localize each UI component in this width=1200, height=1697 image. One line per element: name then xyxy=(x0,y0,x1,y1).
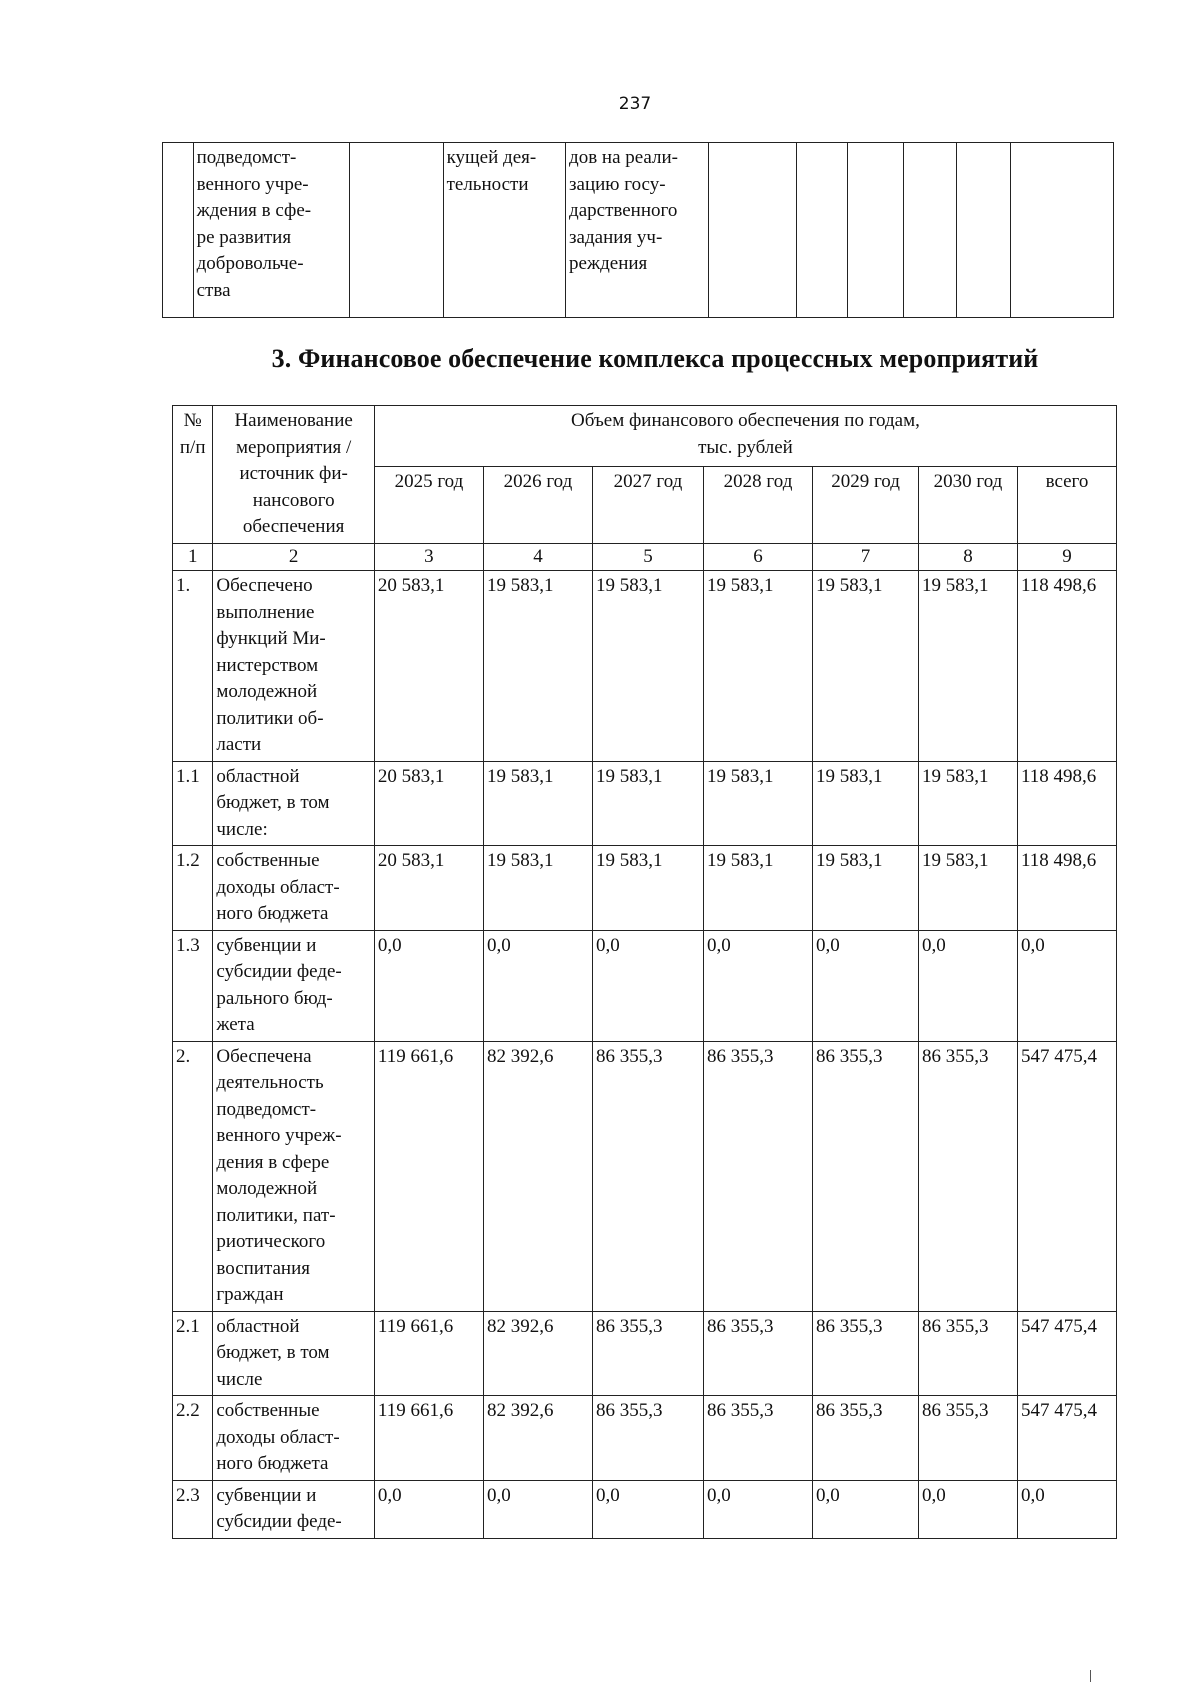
row-number: 2.2 xyxy=(173,1396,213,1481)
row-name: областной бюджет, в том числе: xyxy=(213,761,375,846)
row-number: 2.3 xyxy=(173,1480,213,1538)
row-name: собственные доходы област- ного бюджета xyxy=(213,1396,375,1481)
row-value: 82 392,6 xyxy=(483,1311,592,1396)
row-value: 19 583,1 xyxy=(483,846,592,931)
header-year: 2028 год xyxy=(704,466,813,543)
row-value: 19 583,1 xyxy=(704,846,813,931)
continued-cell xyxy=(903,143,956,318)
row-value: 19 583,1 xyxy=(813,571,919,762)
table-row xyxy=(173,1311,1117,1396)
row-value: 0,0 xyxy=(374,1480,483,1538)
continued-cell xyxy=(708,143,796,318)
header-year: всего xyxy=(1017,466,1116,543)
row-value: 119 661,6 xyxy=(374,1041,483,1311)
row-name: субвенции и субсидии феде- рального бюд- жета xyxy=(213,930,375,1041)
row-value: 86 355,3 xyxy=(592,1041,703,1311)
row-name: собственные доходы област- ного бюджета xyxy=(213,846,375,931)
row-value: 547 475,4 xyxy=(1017,1311,1116,1396)
row-value: 86 355,3 xyxy=(919,1311,1018,1396)
page-number: 237 xyxy=(618,94,652,114)
column-number: 7 xyxy=(813,543,919,571)
continued-cell xyxy=(847,143,903,318)
continued-cell: подведомст- венного учре- ждения в сфе- ре развития добровольче- ства xyxy=(193,143,349,318)
header-num: № п/п xyxy=(173,406,213,544)
row-value: 119 661,6 xyxy=(374,1396,483,1481)
row-name: Обеспечена деятельность подведомст- венного учреж- дения в сфере молодежной политики, пат- риотического воспитания граждан xyxy=(213,1041,375,1311)
row-value: 0,0 xyxy=(483,930,592,1041)
row-value: 82 392,6 xyxy=(483,1041,592,1311)
row-value: 86 355,3 xyxy=(919,1041,1018,1311)
row-value: 86 355,3 xyxy=(813,1311,919,1396)
continued-cell xyxy=(956,143,1010,318)
continued-cell xyxy=(163,143,194,318)
row-value: 19 583,1 xyxy=(483,761,592,846)
table-row xyxy=(173,846,1117,931)
header-name: Наименование мероприятия / источник фи- нансового обеспечения xyxy=(213,406,375,544)
row-number: 1.3 xyxy=(173,930,213,1041)
column-number: 4 xyxy=(483,543,592,571)
row-value: 19 583,1 xyxy=(813,761,919,846)
continued-table-row xyxy=(163,143,1114,318)
row-value: 20 583,1 xyxy=(374,761,483,846)
row-value: 86 355,3 xyxy=(592,1396,703,1481)
row-value: 19 583,1 xyxy=(592,761,703,846)
row-value: 0,0 xyxy=(1017,930,1116,1041)
continued-cell xyxy=(796,143,847,318)
row-value: 0,0 xyxy=(592,1480,703,1538)
row-value: 118 498,6 xyxy=(1017,571,1116,762)
row-value: 0,0 xyxy=(813,930,919,1041)
row-value: 547 475,4 xyxy=(1017,1041,1116,1311)
row-value: 118 498,6 xyxy=(1017,761,1116,846)
row-number: 2. xyxy=(173,1041,213,1311)
row-value: 0,0 xyxy=(1017,1480,1116,1538)
table-row xyxy=(173,930,1117,1041)
header-year: 2029 год xyxy=(813,466,919,543)
row-number: 2.1 xyxy=(173,1311,213,1396)
continued-cell xyxy=(349,143,443,318)
row-value: 0,0 xyxy=(592,930,703,1041)
row-value: 19 583,1 xyxy=(919,761,1018,846)
table-row xyxy=(173,1396,1117,1481)
table-row xyxy=(173,571,1117,762)
continued-cell: кущей дея- тельности xyxy=(443,143,565,318)
row-value: 19 583,1 xyxy=(483,571,592,762)
row-name: Обеспечено выполнение функций Ми- нистерством молодежной политики об- ласти xyxy=(213,571,375,762)
row-number: 1.2 xyxy=(173,846,213,931)
column-number: 8 xyxy=(919,543,1018,571)
row-value: 86 355,3 xyxy=(704,1041,813,1311)
row-value: 86 355,3 xyxy=(813,1041,919,1311)
header-year: 2025 год xyxy=(374,466,483,543)
row-number: 1.1 xyxy=(173,761,213,846)
header-year: 2030 год xyxy=(919,466,1018,543)
continued-cell: дов на реали- зацию госу- дарственного задания уч- реждения xyxy=(566,143,709,318)
table-row xyxy=(173,1041,1117,1311)
row-value: 19 583,1 xyxy=(592,571,703,762)
row-name: областной бюджет, в том числе xyxy=(213,1311,375,1396)
row-value: 0,0 xyxy=(704,930,813,1041)
row-value: 82 392,6 xyxy=(483,1396,592,1481)
column-number: 3 xyxy=(374,543,483,571)
header-year: 2026 год xyxy=(483,466,592,543)
row-value: 0,0 xyxy=(374,930,483,1041)
column-number: 9 xyxy=(1017,543,1116,571)
column-number: 5 xyxy=(592,543,703,571)
column-number: 2 xyxy=(213,543,375,571)
continued-table xyxy=(162,142,1114,318)
scan-mark xyxy=(1090,1670,1091,1682)
column-number: 6 xyxy=(704,543,813,571)
row-value: 0,0 xyxy=(919,1480,1018,1538)
row-value: 118 498,6 xyxy=(1017,846,1116,931)
row-value: 19 583,1 xyxy=(813,846,919,931)
header-volume: Объем финансового обеспечения по годам, тыс. рублей xyxy=(374,406,1116,467)
row-value: 0,0 xyxy=(813,1480,919,1538)
row-value: 0,0 xyxy=(919,930,1018,1041)
table-row xyxy=(173,761,1117,846)
header-row-1 xyxy=(173,406,1117,467)
row-value: 19 583,1 xyxy=(919,846,1018,931)
row-value: 0,0 xyxy=(483,1480,592,1538)
row-value: 547 475,4 xyxy=(1017,1396,1116,1481)
table-row xyxy=(173,1480,1117,1538)
row-value: 0,0 xyxy=(704,1480,813,1538)
row-value: 20 583,1 xyxy=(374,846,483,931)
header-year: 2027 год xyxy=(592,466,703,543)
row-value: 86 355,3 xyxy=(592,1311,703,1396)
row-value: 86 355,3 xyxy=(813,1396,919,1481)
column-number: 1 xyxy=(173,543,213,571)
row-value: 119 661,6 xyxy=(374,1311,483,1396)
financing-table xyxy=(172,405,1117,1539)
row-value: 86 355,3 xyxy=(704,1396,813,1481)
row-value: 19 583,1 xyxy=(592,846,703,931)
row-value: 19 583,1 xyxy=(919,571,1018,762)
row-value: 19 583,1 xyxy=(704,761,813,846)
row-name: субвенции и субсидии феде- xyxy=(213,1480,375,1538)
column-numbers-row xyxy=(173,543,1117,571)
row-number: 1. xyxy=(173,571,213,762)
row-value: 19 583,1 xyxy=(704,571,813,762)
row-value: 86 355,3 xyxy=(919,1396,1018,1481)
continued-cell xyxy=(1010,143,1113,318)
section-title: 3. Финансовое обеспечение комплекса процессных мероприятий xyxy=(271,344,1039,373)
row-value: 86 355,3 xyxy=(704,1311,813,1396)
row-value: 20 583,1 xyxy=(374,571,483,762)
